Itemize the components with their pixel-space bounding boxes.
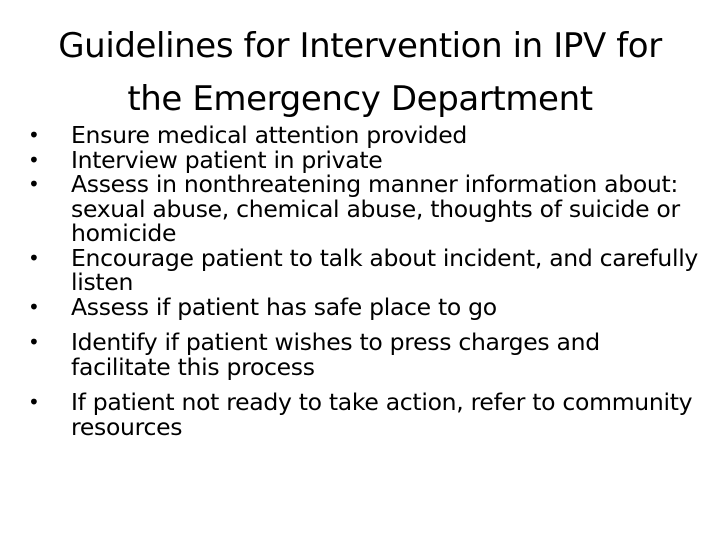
bullet-item <box>28 243 700 296</box>
bullet-text: Assess if patient has safe place to go <box>71 292 497 321</box>
bullet-item <box>28 330 700 379</box>
bullet-text: Identify if patient wishes to press charges and facilitate this process <box>71 328 600 381</box>
bullet-text: Ensure medical attention provided <box>71 121 468 149</box>
bullet-item <box>28 123 700 148</box>
slide-title-line-2: the Emergency Department <box>127 79 593 119</box>
slide-title <box>40 20 680 126</box>
bullet-item <box>28 292 700 321</box>
bullet-dot-icon: • <box>28 390 40 414</box>
bullet-list <box>28 123 700 450</box>
bullet-text: Encourage patient to talk about incident, and carefully listen <box>71 243 699 296</box>
bullet-item <box>28 145 700 174</box>
bullet-dot-icon: • <box>28 330 40 354</box>
bullet-item <box>28 172 700 246</box>
bullet-dot-icon: • <box>28 123 40 147</box>
bullet-dot-icon: • <box>28 294 40 319</box>
bullet-text: If patient not ready to take action, refer to community resources <box>71 388 693 441</box>
slide-title-line-1: Guidelines for Intervention in IPV for <box>58 26 662 66</box>
bullet-dot-icon: • <box>28 172 40 196</box>
bullet-text: Interview patient in private <box>71 145 383 174</box>
bullet-text: Assess in nonthreatening manner information about: sexual abuse, chemical abuse, thoughts of suicide or homicide <box>71 170 680 247</box>
bullet-dot-icon: • <box>28 245 40 270</box>
bullet-item <box>28 390 700 439</box>
bullet-dot-icon: • <box>28 147 40 172</box>
